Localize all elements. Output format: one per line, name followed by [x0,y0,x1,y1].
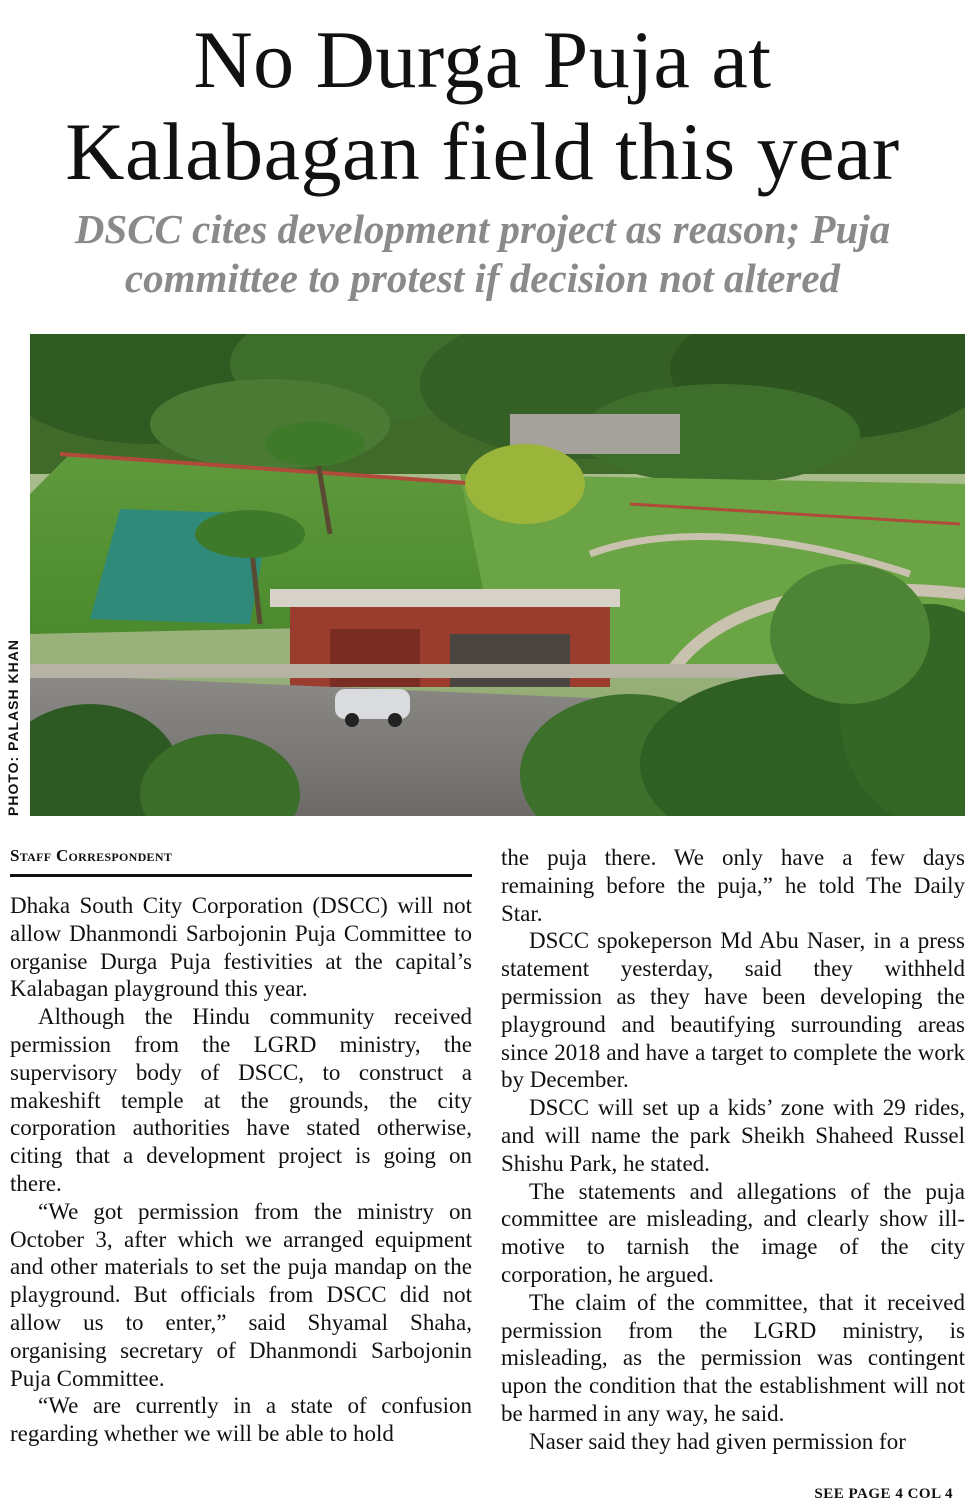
headline-line-2: Kalabagan field this year [65,106,900,197]
subheadline [20,205,945,303]
playground-photo-illustration [30,334,965,816]
paragraph: “We got permission from the ministry on October 3, after which we arranged equipment and other materials to set the puja mandap on the playground. But officials from DSCC did not allow us to enter,” said Shyamal Shaha, organising secretary of Dhanmondi Sarbojonin Puja Committee. [10,1198,472,1391]
byline: Staff Correspondent [10,846,173,865]
paragraph: “We are currently in a state of confusion regarding whether we will be able to hold [10,1393,472,1447]
paragraph: The claim of the committee, that it received permission from the LGRD ministry, is misleading, as the permission was contingent upon the condition that the establishment will not be harmed in any way, he said. [501,1289,965,1426]
news-photo [30,334,965,816]
paragraph: Although the Hindu community received permission from the LGRD ministry, the supervisory body of DSCC, to construct a makeshift temple at the grounds, the city corporation authorities have stated otherwise, citing that a development project is going on there. [10,1004,472,1196]
byline-divider [10,874,472,877]
paragraph: The statements and allegations of the puja committee are misleading, and clearly show ill-motive to tarnish the image of the city corporation, he argued. [501,1178,965,1287]
article-column-right [501,844,965,1456]
headline [0,14,965,198]
headline-line-1: No Durga Puja at [193,14,772,105]
continuation-note: SEE PAGE 4 COL 4 [814,1486,953,1502]
subheadline-line-2: committee to protest if decision not altered [124,255,841,301]
paragraph: Naser said they had given permission for [529,1428,906,1454]
photo-credit [2,600,24,820]
photo-credit-text: PHOTO: PALASH KHAN [5,639,21,816]
subheadline-line-1: DSCC cites development project as reason; Puja [74,206,891,252]
paragraph: the puja there. We only have a few days remaining before the puja,” he told The Daily Star. [501,845,965,926]
paragraph: DSCC spokeperson Md Abu Naser, in a press statement yesterday, said they withheld permission as they have been developing the playground and beautifying surrounding areas since 2018 and have a target to complete the work by December. [501,928,965,1093]
paragraph: DSCC will set up a kids’ zone with 29 rides, and will name the park Sheikh Shaheed Russel Shishu Park, he stated. [501,1095,965,1176]
article-column-left [10,892,472,1448]
paragraph: Dhaka South City Corporation (DSCC) will not allow Dhanmondi Sarbojonin Puja Committee to organise Durga Puja festivities at the capital’s Kalabagan playground this year. [10,893,472,1002]
